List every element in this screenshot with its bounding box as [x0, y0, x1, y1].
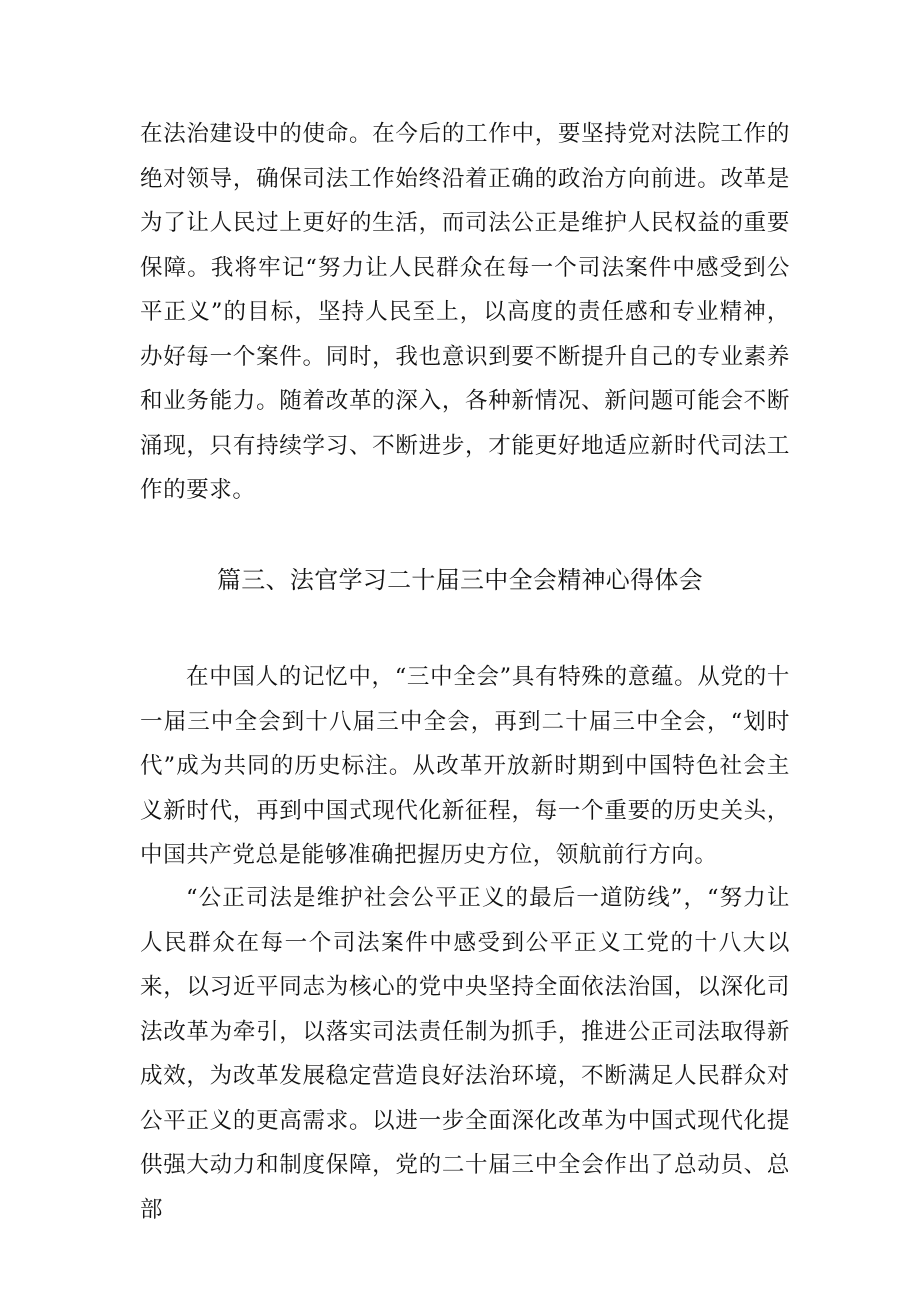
- section-heading: 篇三、法官学习二十届三中全会精神心得体会: [217, 566, 703, 594]
- paragraph-intro: 在中国人的记忆中，“三中全会”具有特殊的意蕴。从党的十一届三中全会到十八届三中全会，再到二十届三中全会，“划时代”成为共同的历史标注。从改革开放新时期到中国特色社会主义新时代，再到中国式现代化新征程，每一个重要的历史关头，中国共产党总是能够准确把握历史方位，领航前行方向。: [140, 664, 790, 868]
- paragraph-continuation: 在法治建设中的使命。在今后的工作中，要坚持党对法院工作的绝对领导，确保司法工作始终沿着正确的政治方向前进。改革是为了让人民过上更好的生活，而司法公正是维护人民权益的重要保障。我将牢记“努力让人民群众在每一个司法案件中感受到公平正义”的目标，坚持人民至上，以高度的责任感和专业精神，办好每一个案件。同时，我也意识到要不断提升自己的专业素养和业务能力。随着改革的深入，各种新情况、新问题可能会不断涌现，只有持续学习、不断进步，才能更好地适应新时代司法工作的要求。: [140, 121, 790, 503]
- paragraph-body: “公正司法是维护社会公平正义的最后一道防线”，“努力让人民群众在每一个司法案件中感受到公平正义工党的十八大以来，以习近平同志为核心的党中央坚持全面依法治国，以深化司法改革为牵引，以落实司法责任制为抓手，推进公正司法取得新成效，为改革发展稳定营造良好法治环境，不断满足人民群众对公平正义的更高需求。以进一步全面深化改革为中国式现代化提供强大动力和制度保障，党的二十届三中全会作出了总动员、总部: [140, 885, 790, 1223]
